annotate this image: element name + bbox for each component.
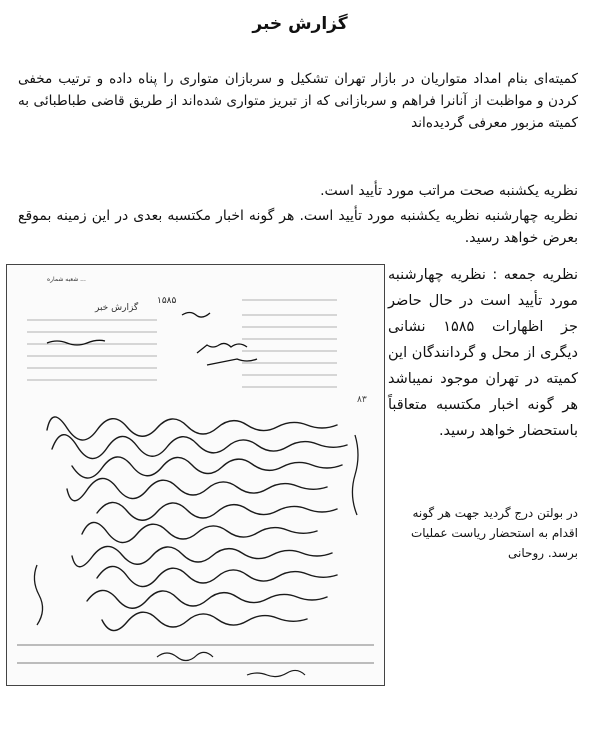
- scanned-report-image: [6, 264, 385, 686]
- handwritten-body-lines: [47, 417, 347, 631]
- page-title: گزارش خبر: [252, 14, 348, 34]
- form-footer-signature: [157, 652, 305, 676]
- form-header-left-stamp: شعبه شماره ...: [47, 276, 86, 283]
- handwritten-form-drawing: [7, 265, 384, 685]
- form-source-number: ۱۵۸۵: [157, 296, 177, 306]
- opinion-sunday: نظریه یکشنبه صحت مراتب مورد تأیید است.: [320, 183, 578, 199]
- form-header-title: گزارش خبر: [95, 303, 139, 313]
- form-footer-lines: [17, 645, 374, 663]
- form-margin-number: ۸۳: [357, 395, 367, 405]
- form-field-lines-left: [27, 320, 157, 380]
- handling-note: در بولتن درج گردید جهت هر گونه اقدام به استحضار ریاست عملیات برسد. روحانی: [410, 506, 578, 560]
- opinion-wednesday: نظریه چهارشنبه نظریه یکشنبه مورد تأیید است. هر گونه اخبار مکتسبه بعدی در این زمینه بموقع بعرض خواهد رسید.: [18, 208, 578, 246]
- opinion-friday: نظریه جمعه : نظریه چهارشنبه مورد تأیید است در حال حاضر جز اظهارات ۱۵۸۵ نشانی دیگری از محل و گردانندگان این کمیته در تهران موجود نمیباشد هر گونه اخبار مکتسبه متعاقباً باستحضار خواهد رسید.: [388, 267, 578, 439]
- report-paragraph: کمیته‌ای بنام امداد متواریان در بازار تهران تشکیل و سربازان متواری را پناه داده و ترتیب مخفی کردن و مواظبت از آنانرا فراهم و سربازانی که از تبریز متواری شده‌اند از طریق قاضی طباطبائی به کمیته مزبور معرفی گردیده‌اند: [18, 71, 578, 131]
- form-handwritten-values: [47, 313, 257, 366]
- form-field-lines-right: [242, 300, 337, 387]
